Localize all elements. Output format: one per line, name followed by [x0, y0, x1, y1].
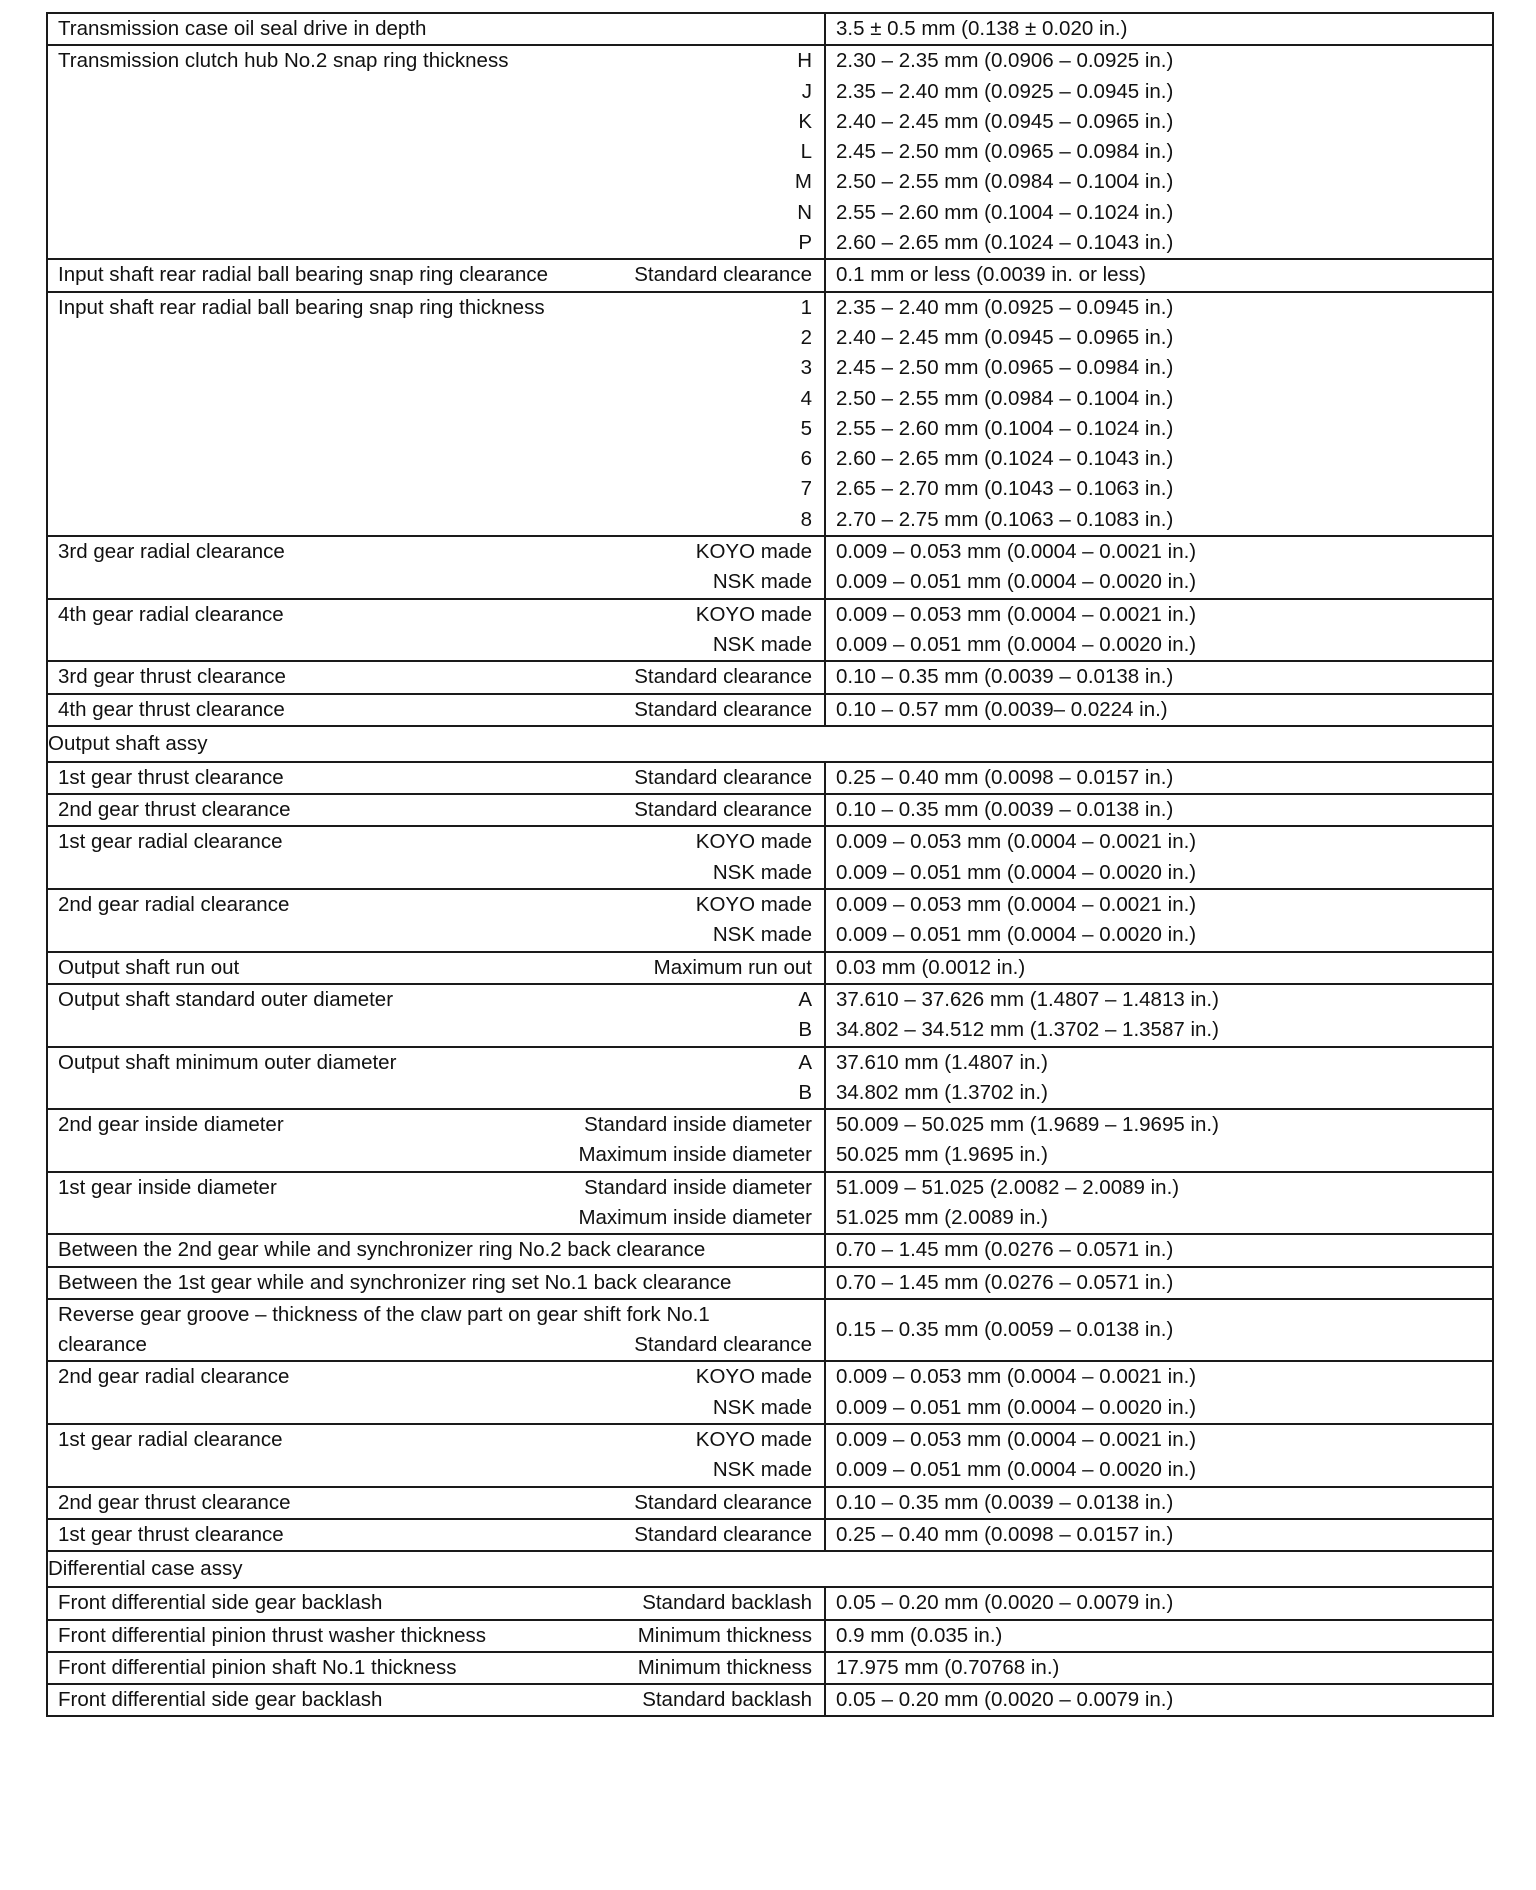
spec-value: 0.70 – 1.45 mm (0.0276 – 0.0571 in.): [836, 1238, 1174, 1262]
spec-value: 2.50 – 2.55 mm (0.0984 – 0.1004 in.): [836, 386, 1174, 410]
spec-row: [47, 1424, 1493, 1487]
spec-value-cell: [825, 1519, 1493, 1551]
spec-qualifier: 5: [800, 416, 812, 440]
spec-row: [47, 1487, 1493, 1519]
spec-value-cell: [825, 1109, 1493, 1172]
spec-qualifier: Standard inside diameter: [584, 1175, 812, 1199]
spec-label-cell: [47, 1620, 825, 1652]
spec-label: Between the 2nd gear while and synchronizer ring No.2 back clearance: [58, 1238, 706, 1262]
section-row: [47, 1551, 1493, 1587]
spec-value: 0.05 – 0.20 mm (0.0020 – 0.0079 in.): [836, 1591, 1174, 1615]
spec-qualifier: Standard clearance: [634, 263, 812, 287]
spec-value: 0.70 – 1.45 mm (0.0276 – 0.0571 in.): [836, 1270, 1174, 1294]
spec-value: 0.25 – 0.40 mm (0.0098 – 0.0157 in.): [836, 1522, 1174, 1546]
spec-value-cell: [825, 762, 1493, 794]
spec-value-cell: [825, 1361, 1493, 1424]
spec-qualifier: Minimum thickness: [637, 1623, 812, 1647]
spec-label: Front differential side gear backlash: [58, 1591, 383, 1615]
spec-qualifier: Standard inside diameter: [584, 1113, 812, 1137]
spec-value-cell: [825, 794, 1493, 826]
spec-label: Input shaft rear radial ball bearing snap ring clearance: [58, 263, 549, 287]
spec-label-cell: [47, 292, 825, 536]
spec-value-cell: [825, 952, 1493, 984]
spec-row: [47, 1047, 1493, 1110]
spec-row: [47, 1620, 1493, 1652]
spec-value-cell: [825, 1267, 1493, 1299]
spec-qualifier: KOYO made: [695, 602, 812, 626]
spec-value-cell: [825, 661, 1493, 693]
spec-qualifier: 3: [800, 356, 812, 380]
spec-qualifier: Standard clearance: [634, 697, 812, 721]
specifications-table: [46, 12, 1494, 1717]
spec-qualifier: 1: [800, 295, 812, 319]
spec-qualifier: P: [798, 231, 812, 255]
spec-value: 2.60 – 2.65 mm (0.1024 – 0.1043 in.): [836, 447, 1174, 471]
spec-row: [47, 826, 1493, 889]
spec-value-cell: [825, 259, 1493, 291]
spec-label: 2nd gear thrust clearance: [58, 798, 291, 822]
spec-qualifier: A: [798, 987, 812, 1011]
spec-value-cell: [825, 1620, 1493, 1652]
spec-value: 0.1 mm or less (0.0039 in. or less): [836, 263, 1146, 287]
spec-row: [47, 259, 1493, 291]
spec-value-cell: [825, 45, 1493, 259]
spec-label: 2nd gear inside diameter: [58, 1113, 284, 1137]
spec-row: [47, 45, 1493, 259]
spec-value-cell: [825, 1652, 1493, 1684]
spec-label: Output shaft standard outer diameter: [58, 987, 394, 1011]
specifications-table-body: [47, 13, 1493, 1716]
spec-value: 0.10 – 0.35 mm (0.0039 – 0.0138 in.): [836, 665, 1174, 689]
spec-value: 0.10 – 0.35 mm (0.0039 – 0.0138 in.): [836, 1490, 1174, 1514]
spec-label-cell: [47, 984, 825, 1047]
spec-label-cell: [47, 45, 825, 259]
spec-value: 0.03 mm (0.0012 in.): [836, 955, 1026, 979]
spec-label-cell: [47, 1519, 825, 1551]
spec-label: Transmission case oil seal drive in depth: [58, 17, 427, 40]
spec-value: 0.009 – 0.051 mm (0.0004 – 0.0020 in.): [836, 570, 1197, 594]
spec-row: [47, 694, 1493, 726]
spec-row: [47, 1234, 1493, 1266]
spec-label-cell: [47, 694, 825, 726]
spec-label-cell: [47, 1424, 825, 1487]
spec-value: 0.009 – 0.053 mm (0.0004 – 0.0021 in.): [836, 830, 1197, 854]
spec-value-cell: [825, 292, 1493, 536]
spec-qualifier: KOYO made: [695, 893, 812, 917]
spec-value: 0.009 – 0.051 mm (0.0004 – 0.0020 in.): [836, 632, 1197, 656]
spec-value: 0.10 – 0.35 mm (0.0039 – 0.0138 in.): [836, 798, 1174, 822]
spec-value-cell: [825, 1487, 1493, 1519]
spec-value: 0.009 – 0.053 mm (0.0004 – 0.0021 in.): [836, 1428, 1197, 1452]
spec-value-cell: [825, 1424, 1493, 1487]
section-heading: Output shaft assy: [47, 726, 1493, 762]
spec-row: [47, 794, 1493, 826]
spec-value: 2.40 – 2.45 mm (0.0945 – 0.0965 in.): [836, 325, 1174, 349]
section-row: [47, 726, 1493, 762]
spec-qualifier: NSK made: [712, 1395, 812, 1419]
spec-value-cell: [825, 599, 1493, 662]
spec-value: 50.025 mm (1.9695 in.): [836, 1143, 1048, 1167]
spec-value-cell: [825, 1234, 1493, 1266]
spec-qualifier: A: [798, 1050, 812, 1074]
spec-sheet: [46, 12, 1490, 1717]
spec-value: 51.009 – 51.025 (2.0082 – 2.0089 in.): [836, 1175, 1180, 1199]
spec-value: 17.975 mm (0.70768 in.): [836, 1655, 1060, 1679]
spec-qualifier: NSK made: [712, 1458, 812, 1482]
section-heading: Differential case assy: [47, 1551, 1493, 1587]
spec-label: Front differential pinion shaft No.1 thickness: [58, 1655, 457, 1679]
spec-qualifier: Maximum inside diameter: [578, 1143, 812, 1167]
spec-qualifier: Standard backlash: [642, 1591, 812, 1615]
spec-qualifier: Maximum run out: [653, 955, 812, 979]
spec-label: 3rd gear radial clearance: [58, 540, 285, 564]
spec-value: 2.45 – 2.50 mm (0.0965 – 0.0984 in.): [836, 356, 1174, 380]
spec-qualifier: 8: [800, 507, 812, 531]
spec-value: 0.009 – 0.051 mm (0.0004 – 0.0020 in.): [836, 923, 1197, 947]
spec-label: 2nd gear thrust clearance: [58, 1490, 291, 1514]
spec-label-cell: [47, 1234, 825, 1266]
spec-label-cell: [47, 952, 825, 984]
spec-qualifier: KOYO made: [695, 540, 812, 564]
spec-value: 2.40 – 2.45 mm (0.0945 – 0.0965 in.): [836, 109, 1174, 133]
spec-qualifier: Minimum thickness: [637, 1655, 812, 1679]
spec-qualifier: KOYO made: [695, 830, 812, 854]
spec-qualifier: Standard clearance: [634, 1490, 812, 1514]
spec-value-cell: [825, 1299, 1493, 1362]
spec-label: Front differential side gear backlash: [58, 1688, 383, 1712]
spec-qualifier: L: [800, 140, 812, 164]
spec-value: 2.70 – 2.75 mm (0.1063 – 0.1083 in.): [836, 507, 1174, 531]
spec-value: 50.009 – 50.025 mm (1.9689 – 1.9695 in.): [836, 1113, 1219, 1137]
spec-qualifier: 6: [800, 447, 812, 471]
spec-qualifier: Standard clearance: [634, 665, 812, 689]
spec-label-cell: [47, 889, 825, 952]
spec-label-cell: [47, 661, 825, 693]
spec-label: 1st gear thrust clearance: [58, 1522, 284, 1546]
spec-value: 0.25 – 0.40 mm (0.0098 – 0.0157 in.): [836, 765, 1174, 789]
spec-label: 1st gear inside diameter: [58, 1175, 277, 1199]
spec-value: 2.50 – 2.55 mm (0.0984 – 0.1004 in.): [836, 170, 1174, 194]
spec-value: 2.60 – 2.65 mm (0.1024 – 0.1043 in.): [836, 231, 1174, 255]
spec-qualifier: Standard clearance: [634, 1333, 812, 1357]
spec-row: [47, 536, 1493, 599]
spec-value: 0.009 – 0.051 mm (0.0004 – 0.0020 in.): [836, 1395, 1197, 1419]
spec-label: Input shaft rear radial ball bearing snap ring thickness: [58, 295, 545, 319]
spec-value: 37.610 mm (1.4807 in.): [836, 1050, 1048, 1074]
spec-label-cell: [47, 762, 825, 794]
spec-value-cell: [825, 1684, 1493, 1716]
spec-value: 2.65 – 2.70 mm (0.1043 – 0.1063 in.): [836, 477, 1174, 501]
spec-value: 51.025 mm (2.0089 in.): [836, 1205, 1048, 1229]
spec-label-cell: [47, 1267, 825, 1299]
spec-value-cell: [825, 889, 1493, 952]
spec-label-cell: [47, 1587, 825, 1619]
spec-qualifier: Standard clearance: [634, 798, 812, 822]
spec-row: [47, 1684, 1493, 1716]
spec-value: 0.009 – 0.051 mm (0.0004 – 0.0020 in.): [836, 1458, 1197, 1482]
spec-qualifier: J: [801, 79, 812, 103]
spec-label: 4th gear radial clearance: [58, 602, 284, 626]
spec-qualifier: 4: [800, 386, 812, 410]
spec-label: Transmission clutch hub No.2 snap ring thickness: [58, 49, 509, 73]
spec-value: 0.009 – 0.053 mm (0.0004 – 0.0021 in.): [836, 540, 1197, 564]
spec-row: [47, 952, 1493, 984]
spec-value: 34.802 mm (1.3702 in.): [836, 1080, 1048, 1104]
spec-value: 0.05 – 0.20 mm (0.0020 – 0.0079 in.): [836, 1688, 1174, 1712]
spec-label: 1st gear radial clearance: [58, 830, 283, 854]
spec-row: [47, 1267, 1493, 1299]
spec-value-cell: [825, 694, 1493, 726]
spec-value: 2.55 – 2.60 mm (0.1004 – 0.1024 in.): [836, 416, 1174, 440]
spec-qualifier: NSK made: [712, 632, 812, 656]
spec-qualifier: KOYO made: [695, 1365, 812, 1389]
spec-label-continued: clearance: [58, 1333, 147, 1357]
spec-row: [47, 1299, 1493, 1362]
spec-qualifier: N: [797, 200, 812, 224]
spec-label: Output shaft run out: [58, 955, 240, 979]
spec-value: 37.610 – 37.626 mm (1.4807 – 1.4813 in.): [836, 987, 1219, 1011]
spec-label-cell: [47, 1487, 825, 1519]
spec-row: [47, 984, 1493, 1047]
spec-label-cell: [47, 1299, 825, 1362]
spec-row: [47, 1587, 1493, 1619]
spec-row: [47, 1172, 1493, 1235]
spec-value: 2.35 – 2.40 mm (0.0925 – 0.0945 in.): [836, 295, 1174, 319]
spec-value: 3.5 ± 0.5 mm (0.138 ± 0.020 in.): [836, 17, 1128, 40]
spec-qualifier: M: [794, 170, 812, 194]
spec-row: [47, 661, 1493, 693]
spec-row: [47, 599, 1493, 662]
spec-row: [47, 292, 1493, 536]
spec-label-cell: [47, 599, 825, 662]
spec-label-cell: [47, 1652, 825, 1684]
spec-label: Reverse gear groove – thickness of the claw part on gear shift fork No.1: [58, 1302, 710, 1326]
spec-label-cell: [47, 1684, 825, 1716]
spec-value-cell: [825, 984, 1493, 1047]
spec-qualifier: Standard clearance: [634, 1522, 812, 1546]
spec-value: 2.30 – 2.35 mm (0.0906 – 0.0925 in.): [836, 49, 1174, 73]
spec-label: Front differential pinion thrust washer thickness: [58, 1623, 487, 1647]
spec-value: 34.802 – 34.512 mm (1.3702 – 1.3587 in.): [836, 1018, 1219, 1042]
spec-qualifier: KOYO made: [695, 1428, 812, 1452]
spec-row: [47, 1109, 1493, 1172]
spec-label-cell: [47, 1361, 825, 1424]
spec-row: [47, 1519, 1493, 1551]
spec-value: 2.35 – 2.40 mm (0.0925 – 0.0945 in.): [836, 79, 1174, 103]
spec-label: 1st gear thrust clearance: [58, 765, 284, 789]
spec-value: 0.009 – 0.053 mm (0.0004 – 0.0021 in.): [836, 602, 1197, 626]
spec-qualifier: 7: [800, 477, 812, 501]
spec-value: 0.15 – 0.35 mm (0.0059 – 0.0138 in.): [836, 1318, 1174, 1342]
spec-row: [47, 1361, 1493, 1424]
spec-value: 0.009 – 0.051 mm (0.0004 – 0.0020 in.): [836, 860, 1197, 884]
spec-value-cell: [825, 1047, 1493, 1110]
spec-label: 4th gear thrust clearance: [58, 697, 285, 721]
spec-label-cell: [47, 794, 825, 826]
spec-label-cell: [47, 259, 825, 291]
spec-qualifier: B: [798, 1018, 812, 1042]
spec-label-cell: [47, 1047, 825, 1110]
spec-qualifier: H: [797, 49, 812, 73]
spec-value: 2.55 – 2.60 mm (0.1004 – 0.1024 in.): [836, 200, 1174, 224]
spec-value-cell: [825, 536, 1493, 599]
spec-label-cell: [47, 536, 825, 599]
spec-label: 3rd gear thrust clearance: [58, 665, 286, 689]
spec-value: 2.45 – 2.50 mm (0.0965 – 0.0984 in.): [836, 140, 1174, 164]
spec-qualifier: NSK made: [712, 860, 812, 884]
spec-qualifier: B: [798, 1080, 812, 1104]
spec-qualifier: 2: [800, 325, 812, 349]
spec-value-cell: [825, 13, 1493, 45]
spec-label-cell: [47, 13, 825, 45]
spec-label-cell: [47, 1172, 825, 1235]
spec-label: 1st gear radial clearance: [58, 1428, 283, 1452]
spec-value-cell: [825, 1172, 1493, 1235]
spec-label: Between the 1st gear while and synchronizer ring set No.1 back clearance: [58, 1270, 732, 1294]
spec-row: [47, 889, 1493, 952]
spec-label-cell: [47, 826, 825, 889]
spec-row: [47, 1652, 1493, 1684]
spec-qualifier: K: [798, 109, 812, 133]
spec-label-cell: [47, 1109, 825, 1172]
spec-qualifier: Maximum inside diameter: [578, 1205, 812, 1229]
spec-row: [47, 13, 1493, 45]
spec-row: [47, 762, 1493, 794]
spec-qualifier: Standard clearance: [634, 765, 812, 789]
spec-label: Output shaft minimum outer diameter: [58, 1050, 397, 1074]
spec-qualifier: NSK made: [712, 570, 812, 594]
spec-qualifier: NSK made: [712, 923, 812, 947]
spec-value-cell: [825, 1587, 1493, 1619]
spec-value-cell: [825, 826, 1493, 889]
spec-value: 0.10 – 0.57 mm (0.0039– 0.0224 in.): [836, 697, 1168, 721]
spec-value: 0.9 mm (0.035 in.): [836, 1623, 1003, 1647]
spec-value: 0.009 – 0.053 mm (0.0004 – 0.0021 in.): [836, 893, 1197, 917]
spec-label: 2nd gear radial clearance: [58, 1365, 290, 1389]
spec-qualifier: Standard backlash: [642, 1688, 812, 1712]
spec-label: 2nd gear radial clearance: [58, 893, 290, 917]
spec-value: 0.009 – 0.053 mm (0.0004 – 0.0021 in.): [836, 1365, 1197, 1389]
